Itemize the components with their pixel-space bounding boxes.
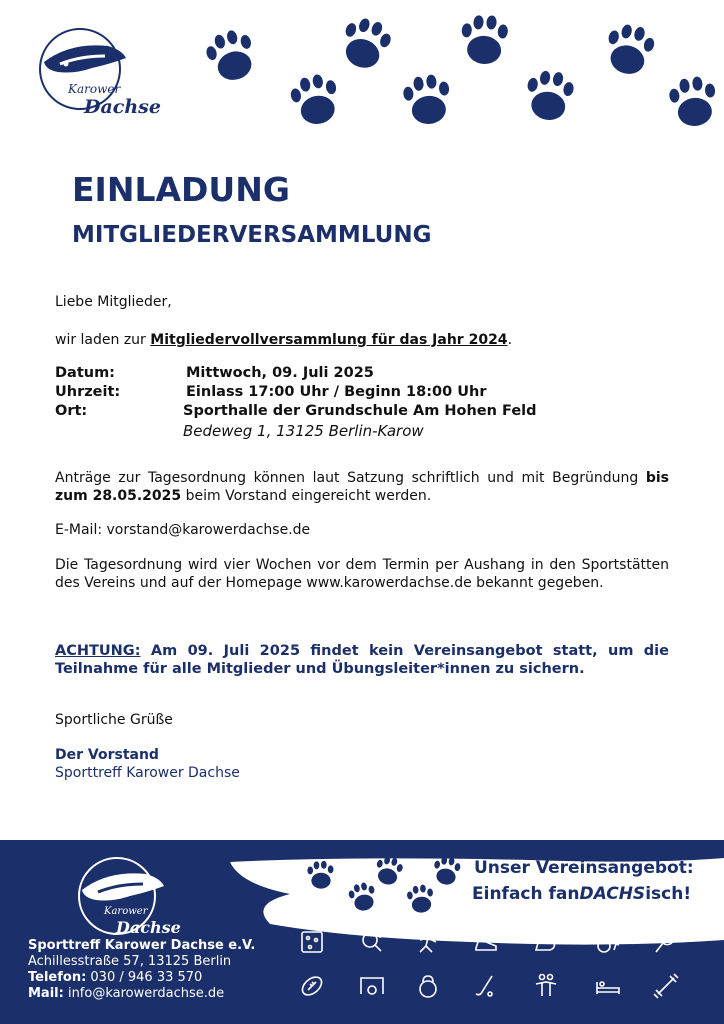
mail-label: Mail:: [28, 986, 64, 1001]
footer: [0, 840, 724, 1024]
paw-print-icon: [664, 72, 724, 132]
signature-title: Der Vorstand: [55, 747, 159, 763]
page-title: EINLADUNG: [72, 170, 290, 209]
footer-club-logo: [72, 852, 182, 942]
paw-print-icon: [336, 14, 396, 74]
strength-arm-icon: [532, 928, 560, 956]
mail-address: info@karowerdachse.de: [63, 986, 225, 1001]
bed-relax-icon: [594, 972, 622, 1000]
datum-value: Mittwoch, 09. Juli 2025: [186, 365, 374, 381]
greeting: Liebe Mitglieder,: [55, 294, 172, 310]
kettlebell-icon: [414, 972, 442, 1000]
dumbbell-icon: [652, 972, 680, 1000]
dance-icon: [532, 972, 560, 1000]
soccer-goal-icon: [358, 972, 386, 1000]
paw-print-icon: [286, 70, 346, 130]
phone-label: Telefon:: [28, 970, 87, 985]
slogan-line-2: [472, 884, 691, 904]
paw-print-icon: [398, 70, 458, 130]
achtung-text: Am 09. Juli 2025 findet kein Vereinsangebot statt, um die Teilnahme für alle Mitglieder und Übungsleiter*innen zu sichern.: [55, 643, 669, 677]
intro-prefix: wir laden zur: [55, 332, 151, 348]
badminton-icon: [652, 928, 680, 956]
martial-arts-icon: [414, 928, 442, 956]
achtung-label: ACHTUNG:: [55, 643, 141, 659]
intro-line: [55, 331, 512, 349]
footer-phone: [28, 970, 202, 986]
signature-org: Sporttreff Karower Dachse: [55, 765, 240, 781]
logo-text-dachse: Dachse: [84, 96, 161, 118]
running-shoe-icon: [472, 928, 500, 956]
tagesordnung-paragraph: Die Tagesordnung wird vier Wochen vor dem Termin per Aushang in den Sportstätten des Vereins und auf der Homepage www.karowerdachse.de bekannt gegeben.: [55, 557, 669, 591]
antraege-deadline: bis zum 28.05.2025: [55, 470, 669, 504]
achtung-notice: [55, 642, 669, 678]
guitar-music-icon: [594, 928, 622, 956]
paw-print-icon: [600, 20, 660, 80]
climbing-wall-icon: [298, 928, 326, 956]
logo-text-karower: Karower: [68, 82, 121, 96]
antraege-paragraph: [55, 469, 669, 505]
intro-suffix: .: [507, 332, 513, 348]
american-football-icon: [298, 972, 326, 1000]
paw-print-icon: [304, 858, 338, 892]
page-subtitle: MITGLIEDERVERSAMMLUNG: [72, 222, 432, 248]
slogan-suffix: isch!: [645, 884, 692, 904]
footer-mail: [28, 986, 224, 1002]
paw-print-icon: [455, 10, 515, 70]
slogan-prefix: Einfach fan: [472, 884, 580, 904]
uhrzeit-value: Einlass 17:00 Uhr / Beginn 18:00 Uhr: [186, 384, 487, 400]
club-logo: [30, 24, 160, 124]
paw-print-icon: [520, 66, 580, 126]
uhrzeit-label: Uhrzeit:: [55, 384, 121, 400]
paw-print-icon: [430, 854, 464, 888]
hockey-icon: [472, 972, 500, 1000]
antraege-text: Anträge zur Tagesordnung können laut Satzung schriftlich und mit Begründung: [55, 470, 646, 486]
ort-value: Sporthalle der Grundschule Am Hohen Feld: [183, 403, 537, 419]
slogan-line-1: Unser Vereinsangebot:: [474, 858, 694, 878]
footer-org-name: Sporttreff Karower Dachse e.V.: [28, 938, 256, 953]
email-line: E-Mail: vorstand@karowerdachse.de: [55, 522, 311, 538]
phone-number: 030 / 946 33 570: [86, 970, 203, 985]
footer-address: Achillesstraße 57, 13125 Berlin: [28, 954, 232, 969]
datum-label: Datum:: [55, 365, 115, 381]
footer-logo-dachse: Dachse: [116, 918, 181, 937]
paw-print-icon: [372, 854, 406, 888]
intro-event-name: Mitgliedervollversammlung für das Jahr 2024: [150, 332, 508, 348]
footer-logo-karower: Karower: [104, 906, 148, 917]
paw-print-icon: [202, 26, 262, 86]
slogan-italic: DACHS: [579, 884, 646, 904]
table-tennis-icon: [358, 928, 386, 956]
antraege-suffix: beim Vorstand eingereicht werden.: [181, 488, 432, 504]
ort-label: Ort:: [55, 403, 88, 419]
closing: Sportliche Grüße: [55, 712, 173, 728]
ort-address: Bedeweg 1, 13125 Berlin-Karow: [183, 422, 424, 440]
